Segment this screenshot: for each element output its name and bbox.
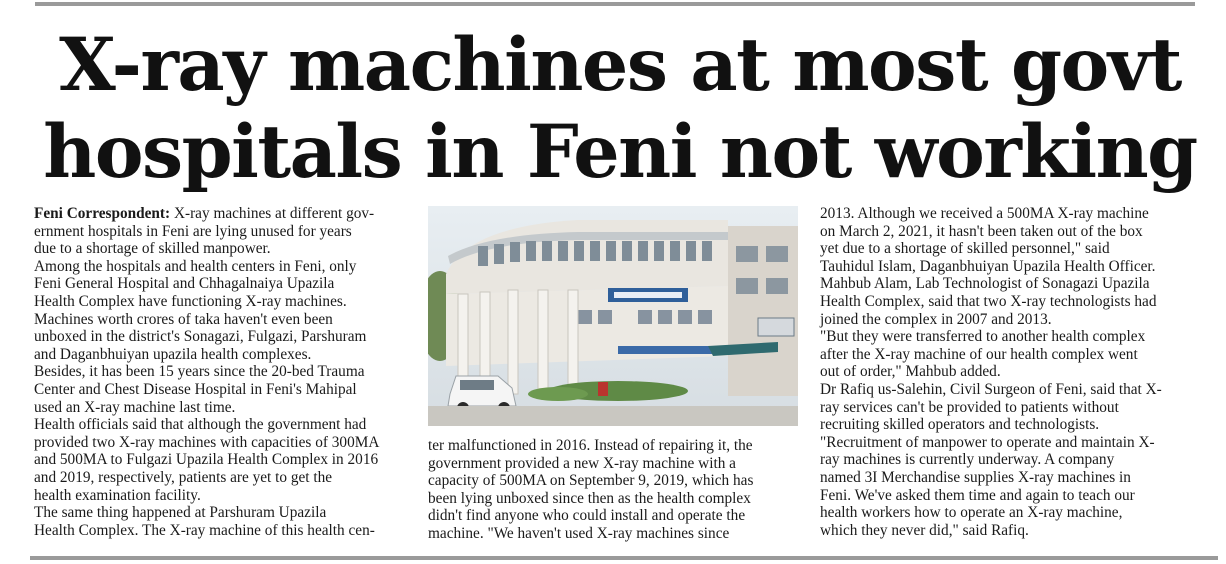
- right-line-14: ray machines is currently underway. A company: [820, 451, 1115, 469]
- byline: Feni Correspondent:: [34, 205, 171, 222]
- paragraph-line: [34, 205, 419, 223]
- left-line-8: and Daganbhuiyan upazila health complexes.: [34, 345, 312, 363]
- headline-line-2: hospitals in Feni not working: [43, 109, 1197, 195]
- right-line-3: Tauhidul Islam, Daganbhuiyan Upazila Health Officer.: [820, 257, 1156, 275]
- right-line-17: health workers how to operate an X-ray machine,: [820, 504, 1123, 522]
- article-column-middle: [428, 437, 808, 543]
- right-line-12: recruiting skilled operators and technologists.: [820, 416, 1100, 434]
- left-line-6: Machines worth crores of taka haven't even been: [34, 310, 333, 328]
- left-line-14: and 500MA to Fulgazi Upazila Health Complex in 2016: [34, 451, 379, 469]
- bottom-rule: [30, 556, 1218, 560]
- right-line-18: which they never did," said Rafiq.: [820, 521, 1029, 539]
- right-line-0: 2013. Although we received a 500MA X-ray machine: [820, 205, 1149, 222]
- hospital-photo-illustration: [428, 206, 798, 426]
- right-line-11: ray services can't be provided to patients without: [820, 398, 1119, 416]
- right-line-2: yet due to a shortage of skilled personnel," said: [820, 240, 1110, 258]
- right-line-8: after the X-ray machine of our health complex went: [820, 345, 1138, 363]
- left-line-5: Health Complex have functioning X-ray machines.: [34, 292, 347, 310]
- left-line-3: Among the hospitals and health centers in Feni, only: [34, 257, 357, 275]
- middle-line-2: capacity of 500MA on September 9, 2019, which has: [428, 472, 754, 490]
- left-line-10: Center and Chest Disease Hospital in Feni's Mahipal: [34, 380, 357, 398]
- top-rule: [35, 2, 1195, 6]
- left-line-11: used an X-ray machine last time.: [34, 398, 236, 416]
- right-line-5: Health Complex, said that two X-ray technologists had: [820, 292, 1157, 310]
- left-line-2: due to a shortage of skilled manpower.: [34, 240, 271, 258]
- left-line-1: ernment hospitals in Feni are lying unused for years: [34, 222, 352, 240]
- right-line-10: Dr Rafiq us-Salehin, Civil Surgeon of Feni, said that X-: [820, 380, 1162, 398]
- right-line-1: on March 2, 2021, it hasn't been taken out of the box: [820, 222, 1143, 240]
- left-line-4: Feni General Hospital and Chhagalnaiya Upazila: [34, 275, 335, 293]
- right-line-16: Feni. We've asked them time and again to teach our: [820, 486, 1135, 504]
- middle-line-3: been lying unboxed since then as the health complex: [428, 489, 751, 507]
- article-column-right: [820, 205, 1205, 539]
- left-line-18: Health Complex. The X-ray machine of this health cen-: [34, 521, 375, 539]
- right-line-15: named 3I Merchandise supplies X-ray machines in: [820, 468, 1131, 486]
- article-column-left: [34, 205, 419, 539]
- left-line-9: Besides, it has been 15 years since the 20-bed Trauma: [34, 363, 365, 381]
- left-line-12: Health officials said that although the government had: [34, 416, 367, 434]
- headline-line-1: X-ray machines at most govt: [59, 22, 1181, 108]
- right-line-9: out of order," Mahbub added.: [820, 363, 1001, 381]
- right-line-7: "But they were transferred to another health complex: [820, 328, 1146, 346]
- left-line-0: X-ray machines at different gov-: [170, 205, 375, 222]
- left-line-15: and 2019, respectively, patients are yet to get the: [34, 468, 333, 486]
- left-line-16: health examination facility.: [34, 486, 201, 504]
- middle-line-0: ter malfunctioned in 2016. Instead of repairing it, the: [428, 437, 753, 454]
- right-line-4: Mahbub Alam, Lab Technologist of Sonagazi Upazila: [820, 275, 1150, 293]
- right-line-6: joined the complex in 2007 and 2013.: [820, 310, 1052, 328]
- left-line-13: provided two X-ray machines with capacities of 300MA: [34, 433, 380, 451]
- hospital-building-photo: [428, 206, 798, 426]
- middle-line-4: didn't find anyone who could install and operate the: [428, 507, 746, 525]
- middle-line-5: machine. "We haven't used X-ray machines since: [428, 524, 730, 542]
- headline: [20, 22, 1220, 196]
- left-line-7: unboxed in the district's Sonagazi, Fulgazi, Parshuram: [34, 328, 367, 346]
- middle-line-1: government provided a new X-ray machine with a: [428, 454, 736, 472]
- right-line-13: "Recruitment of manpower to operate and maintain X-: [820, 433, 1155, 451]
- left-line-17: The same thing happened at Parshuram Upazila: [34, 504, 327, 522]
